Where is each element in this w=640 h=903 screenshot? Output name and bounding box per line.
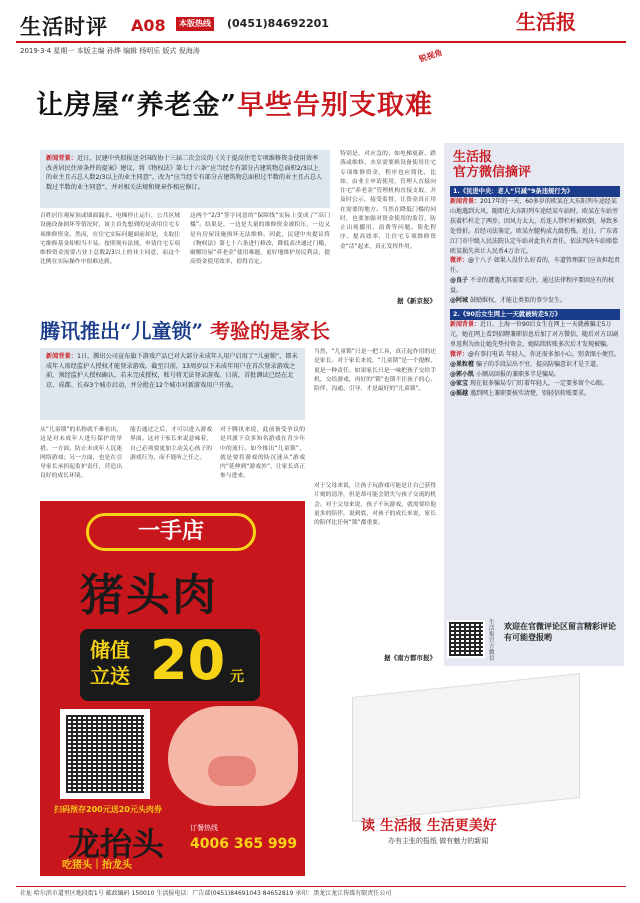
ad-yuan: 元 (230, 669, 244, 685)
weibo-comment (450, 360, 620, 370)
headline2-part-blue: 腾讯推出“儿童锁” (40, 319, 204, 343)
comment-body: 鼓励维权，才能让类似的事少发生。 (469, 297, 566, 305)
comment-label: @郭小凯 (450, 370, 475, 378)
weibo-item2-bar: 2.《90后女生网上一天就被转走5万》 (450, 309, 620, 320)
weibo-item1-body: 2017年的一天，60多岁的欧某在大东阳列车途经某山地遇到大风，随即在大东阳列车途经某车站时，欧某在车站旁扶着栏杆走了两步，因风力太大，后连人带栏杆被吹倒，导致多处骨折。后经司法鉴定，欧某左腿构成九级伤残。近日，广东省江门市中级人民法院认定车站对此负有责任，依法判决车站赔偿欧某损失共计人民币4万余元。 (450, 198, 619, 255)
article2-column-3: 对于腾讯来说，此前备受争议的是其旗下众多知名游戏在青少年中的流行。如今推出“儿童锁”，就是要将游戏的防沉迷从“游戏内”延伸到“游戏外”，让家长真正参与进来。 (220, 427, 305, 480)
ad-price: 20 (150, 629, 226, 692)
weibo-item2-label: 新闻背景： (450, 321, 481, 329)
weibo-title-line2: 官方微信摘评 (453, 164, 532, 180)
lead-label-2: 新闻背景： (46, 353, 77, 360)
comment-label: @良子 (450, 277, 469, 285)
comment-body: 骗子的手段层出不穷，提高防骗意识才是王道。 (475, 360, 602, 368)
comment-label: @果粒橙 (450, 360, 475, 368)
weibo-comment (450, 276, 620, 296)
qr-caption: 生活报官方微信 (489, 620, 495, 663)
comment-label: @家宝 (450, 380, 469, 388)
ad-brand: 龙抬头 (68, 825, 165, 863)
ad-deal-text: 储值立送 (90, 638, 130, 688)
comment-body: @十八子 如果人没什么好看的，车道管理部门应该担起责任。 (450, 257, 620, 275)
weibo-comment (450, 296, 620, 306)
second-headline (40, 317, 330, 346)
article-column-1: 百姓居住观屋顶或墙面漏水、电梯停止运行，公共区域设施设备损坏等情况时，该主首先想到的是动用住宅专项维修资金。然而，在住宅实际问题面前却是，支取住宅维修基金却相当不易。按照现有法规，申请住宅专项维修资金需要占业主总数2/3以上的业主同意，而这个比例在实际操作中很难达到。 (40, 213, 180, 266)
headline-part-black: 让房屋“养老金” (36, 90, 238, 121)
footer-rule (16, 886, 626, 887)
hotline-badge: 本版热线 (176, 17, 214, 31)
qr-invite-text: 欢迎在官微评论区留言精彩评论有可能登报哟 (504, 622, 616, 642)
newspaper-logo: 生活报 (516, 10, 576, 34)
weibo-title-line1: 生活报 (453, 150, 493, 165)
ad-hotline-label: 订餐热线 (190, 824, 218, 832)
main-byline: 据《新京报》 (397, 297, 436, 305)
weibo-item1-text (450, 197, 620, 256)
ad-price-box (80, 629, 260, 701)
pork-head-advertisement[interactable] (40, 501, 305, 876)
hotline-number: (0451)84692201 (227, 17, 329, 30)
comment-body: 遇到网上兼职要核实清楚，别轻信转账要求。 (469, 390, 590, 398)
wechat-qr-code-icon[interactable] (447, 620, 485, 658)
ad-scan-text: 扫码预存200元送20元头肉券 (54, 805, 162, 814)
lead-box (40, 150, 330, 208)
ad-product: 猪头肉 (80, 570, 218, 621)
header-rule (16, 41, 626, 43)
article2-column-2: 能否通过之后，才可以进入游戏界面。这对于家长来说意味着，自己必须要更加主动关心孩子的游戏行为，而不能听之任之。 (130, 427, 212, 461)
article-column-2: 这两个“2/3”签字同意的“保障线”实际上变成了“高门槛”。结果是，一边是大量的维修资金被积压，一边又是有房屋设施损坏无法维修。因此，民建中央提议将《物权法》第七十六条进行修改，降低表决通过门槛，破解房屋“养老金”使用难题，更好地维护居民利益，提高资金使用效率，值得肯定。 (190, 213, 330, 266)
article2-column-5: 对于父母来说，让孩子玩游戏可能是让自己获得片刻的清净，但是却可能会错失与孩子交流的机会。对于父母来说，孩子不玩游戏，就需要给他更多的陪伴。说到底，对孩子的成长来说，家长的陪伴比任何“锁”都重要。 (314, 483, 436, 527)
ad-phone[interactable]: 4006 365 999 (190, 836, 298, 852)
lead-paragraph-2 (46, 352, 299, 390)
comment-body: 现在很多骗局专门盯着年轻人，一定要多留个心眼。 (469, 380, 608, 388)
headline2-part-red: 考验的是家长 (209, 319, 330, 343)
weibo-comment (450, 370, 620, 380)
newspaper-cover-image (352, 673, 580, 822)
weibo-item1-label: 新闻背景： (450, 198, 481, 206)
promo-subtitle: 办有主张的报纸 做有魅力的新闻 (388, 837, 489, 845)
promo-slogan: 读 生活报 生活更美好 (361, 818, 497, 834)
weibo-item2-text (450, 320, 620, 350)
article-column-3: 特别是，对应急的、如电梯更新、跌落或维修、水泵需要换设备使用住宅专项维修资金，程序也应简化，比如，由业主申请使用，管理人直接向住宅“养老金”管理机构直接支取，并及时公示，接受监督，让资金真正用在需要的地方。当然在降低门槛的同时，也要加强对资金使用的监管，防止出现挪用、浪费等问题。简化程序、提高效率，让住宅专项维修资金“活”起来，真正发挥作用。 (340, 151, 436, 250)
header-meta: 2019·3·4 星期一 本版主编 孙烨 编辑 杨明乐 版式 倪海涛 (20, 47, 200, 55)
article2-column-4: 当然，“儿童锁”只是一把工具，真正起作用的还是家长。对于家长来说，“儿童锁”是一个提醒，更是一种责任。如果家长只是一味把孩子交给手机、交给游戏，再好的“锁”也锁不住孩子的心。陪伴、沟通、引导，才是最好的“儿童锁”。 (314, 349, 436, 393)
article2-column-1: 从“儿童锁”的名称就不难看出，这是对未成年人进行保护的举措。一方面，防止未成年人沉迷网络游戏；另一方面，也是在引导家长承担起监护责任，营造出良好的成长环境。 (40, 427, 122, 480)
weibo-comment (450, 350, 620, 360)
qr-code-icon[interactable] (60, 709, 150, 799)
weibo-comment (450, 389, 620, 399)
pig-mascot-icon (168, 706, 298, 806)
weibo-column-title (453, 151, 531, 181)
angle-label: 锐视角 (417, 47, 444, 64)
comment-body: @有事打电话 年轻人，你还需多加小心，别贪图小便宜。 (468, 350, 620, 358)
footer-info: 社址 哈尔滨市道里区地段街1号 邮政编码 150010 生活报电话：广告部(0451)84691043 84652819 承印：黑龙江龙江传媒有限责任公司 (20, 890, 392, 897)
lead-paragraph (46, 154, 324, 192)
weibo-item2-body: 近日，上海一位90后女生在网上一天就被骗走5万元，她在网上看到招聘兼职信息后加了对方微信，随后对方以刷单返利为由让她先垫付资金，她陆续转账多次后才发现被骗。 (450, 321, 619, 348)
lead-text-2: 1日，腾讯公司宣布旗下游戏产品已对大部分未成年人用户启用了“儿童锁”，即未成年人需经监护人授权才能登录游戏。截至目前，13周岁以下未成年用户在首次登录游戏之前，须经监护人授权确认，若未完成授权，账号将无法登录游戏。日前，首批测试已经在北京、成都、长春3个城市启动，并分批在12个城市对新游戏用户开放。 (46, 353, 298, 389)
second-byline: 据《南方都市报》 (384, 654, 436, 662)
weibo-item1-bar: 1.《民进中央：老人“只减”9条违规行为》 (450, 186, 620, 197)
weibo-comment (450, 256, 620, 276)
comment-body: 不幸的遭遇尤其需要关注，通过法律程序要回应有的权益。 (450, 277, 614, 295)
ad-slogan: 吃猪头｜抬龙头 (62, 860, 132, 871)
weibo-comment (450, 379, 620, 389)
weibo-column-body (450, 186, 620, 614)
lead-text: 近日，民建中央拟报送全国政协十三届二次会议的《关于提高住宅专项维修资金使用效率改善居民住房条件的提案》建议，将《物权法》第七十六条“应当经专有部分占建筑物总面积2/3以上的业主且占总人数2/3以上的业主同意”，改为“应当经专有部分占建筑物总面积过半数的业主且占总人数过半数的业主同意”，并对相关法规和规章作相应修订。 (46, 155, 323, 191)
comment-label: 微评： (450, 350, 469, 358)
comment-label: 微评： (450, 257, 469, 265)
comment-body: 小额高回报的兼职多半是骗局。 (475, 370, 560, 378)
comment-label: @摇越 (450, 390, 469, 398)
section-title: 生活时评 (20, 14, 108, 39)
lead-label: 新闻背景： (46, 155, 77, 162)
main-headline (36, 86, 433, 125)
ad-store-name: 一手店 (86, 513, 256, 551)
comment-label: @阿城 (450, 297, 469, 305)
headline-part-red: 早些告别支取难 (237, 90, 434, 121)
page-number: A08 (131, 16, 166, 35)
lead-box-2 (40, 348, 305, 420)
